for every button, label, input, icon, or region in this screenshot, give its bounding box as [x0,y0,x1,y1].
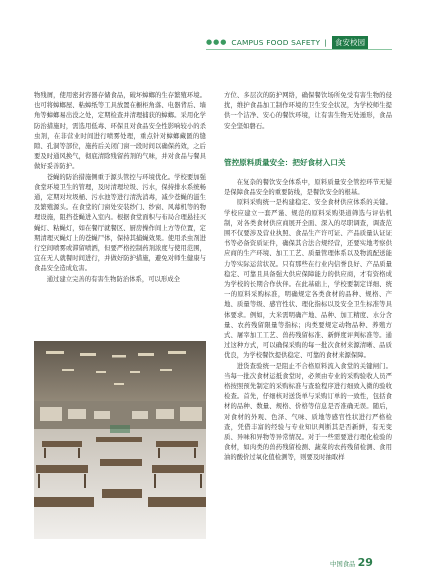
paragraph: 物残屑，使用密封容器存储食品，破坏蟑螂的生存繁殖环境。也可将蟑螂屋、粘蟑纸等工具放置在橱柜角落、电器背后、墙角等蟑螂易出没之处，定期检查并清理捕获的蟑螂。采用化学防治措施时，需选用低毒、环保且对食品安全性影响较小的杀虫剂，在非营业时间进行喷雾处理，重点针对蟑螂藏匿的缝隙、孔洞等部位，施药后关闭门窗一段时间以确保药效，之后要及时通风换气，彻底清除残留药剂的气味，并对食品与餐具做好妥善防护。 [34,92,206,171]
header-dots: ●●● [206,38,228,46]
right-column-intro-text [224,91,392,159]
header-section-name: CAMPUS FOOD SAFETY [231,37,321,47]
header-cn-badge: 食安校园 [332,36,368,49]
running-header [206,35,368,49]
paragraph: 苍蝇的防治措施侧重于源头管控与环境优化。学校要加强食堂环境卫生的管理，及时清理垃圾、污水，保持排水系统畅通，定期对垃圾桶、污水池等进行清洗消毒，减少苍蝇的滋生及繁殖源头。在食堂的门窗处安装纱门、纱窗、风幕机等的物理设施，阻挡苍蝇进入室内。根据食堂面积与布局合理悬挂灭蝇灯、粘蝇灯，如在餐厅就餐区、厨房操作间上方等位置，定期清理灭蝇灯上的苍蝇尸体，保持其捕蝇效果。使用杀虫剂进行空间喷雾或滞留喷洒，但要严格控制药剂浓度与使用范围，宜在无人就餐时间进行，并做好防护措施，避免对师生健康与食品安全造成危害。 [34,173,206,273]
section-heading: 管控原料质量安全：把好食材入口关 [224,158,346,167]
right-column-main-text [224,178,392,536]
page-number: 29 [357,556,373,569]
paragraph: 在复杂的餐饮安全体系中，原料质量安全管控环节无疑是保障食品安全的重要防线，是餐饮安全的根基。 [224,179,392,197]
header-rule [206,49,392,50]
paragraph: 通过建立完善的有害生物防治体系，可以形成全 [46,275,180,283]
paragraph: 方位、多层次的防护网络，确保餐饮场所免受有害生物的侵扰，维护食品加工制作环境的卫生安全状况，为学校师生提供一个洁净、安心的餐饮环境，让有害生物无处遁形，食品安全坚如磐石。 [224,92,392,130]
page-footer [330,551,373,570]
paragraph: 进货查验统一是阻止不合格原料流入食堂的关键闸门。当每一批次食材运抵食堂时，必须由专业的采购验收人员严格按照预先制定的采购标准与查验程序进行细致入微的验收检查。首先，仔细核对送货单与采购订单的一致性，包括食材的品种、数量、规格、价格等信息是否准确无误。随后，对食材的外观、色泽、气味、质地等感官性状进行严格检查，凭借丰富的经验与专业知识判断其是否新鲜，有无变质、异味和异物等异常情况。对于一些需要进行理化检验的食材，如肉类的兽药残留检测、蔬菜的农药残留检测、食用油的酸价过氧化值检测等，则要及时抽取样 [224,362,392,462]
header-separator: | [324,37,327,47]
paragraph: 原料采购统一是构建稳定、安全食材供应体系的关键。学校应建立一套严谨、规范的原料采购渠道筛选与评估机制，对各类食材供应商展开全面、深入的尽职调查，调查范围不仅要涉及营业执照、食品生产许可证、产品质量认证证书等必备资质证件，确保其合法合规经营，还要实地考察供应商的生产环境、加工工艺、质量管理体系以及物流配送能力等实际运营状况。只有那些在行业内信誉良好、产品质量稳定、可靠且具备强大供应保障能力的供应商，才有资格成为学校的长期合作伙伴。在此基础上，学校要制定详细、统一的原料采购标准，明确规定各类食材的品种、规格、产地、质量等级、感官性状、理化指标以及安全卫生标准等具体要求。例如，大米需明确产地、品种、加工精度、水分含量、农药残留限量等指标；肉类要规定动物品种、养殖方式、屠宰加工工艺、兽药残留标准、新鲜度评判标准等。通过这种方式，可以确保采购的每一批次食材来源清晰、品质优良，为学校餐饮提供稳定、可靠的食材来源保障。 [224,199,392,360]
cafeteria-photo [34,341,206,539]
magazine-name: 中国食品 [330,560,356,568]
left-column-text [34,91,206,331]
cafeteria-illustration [34,341,206,539]
